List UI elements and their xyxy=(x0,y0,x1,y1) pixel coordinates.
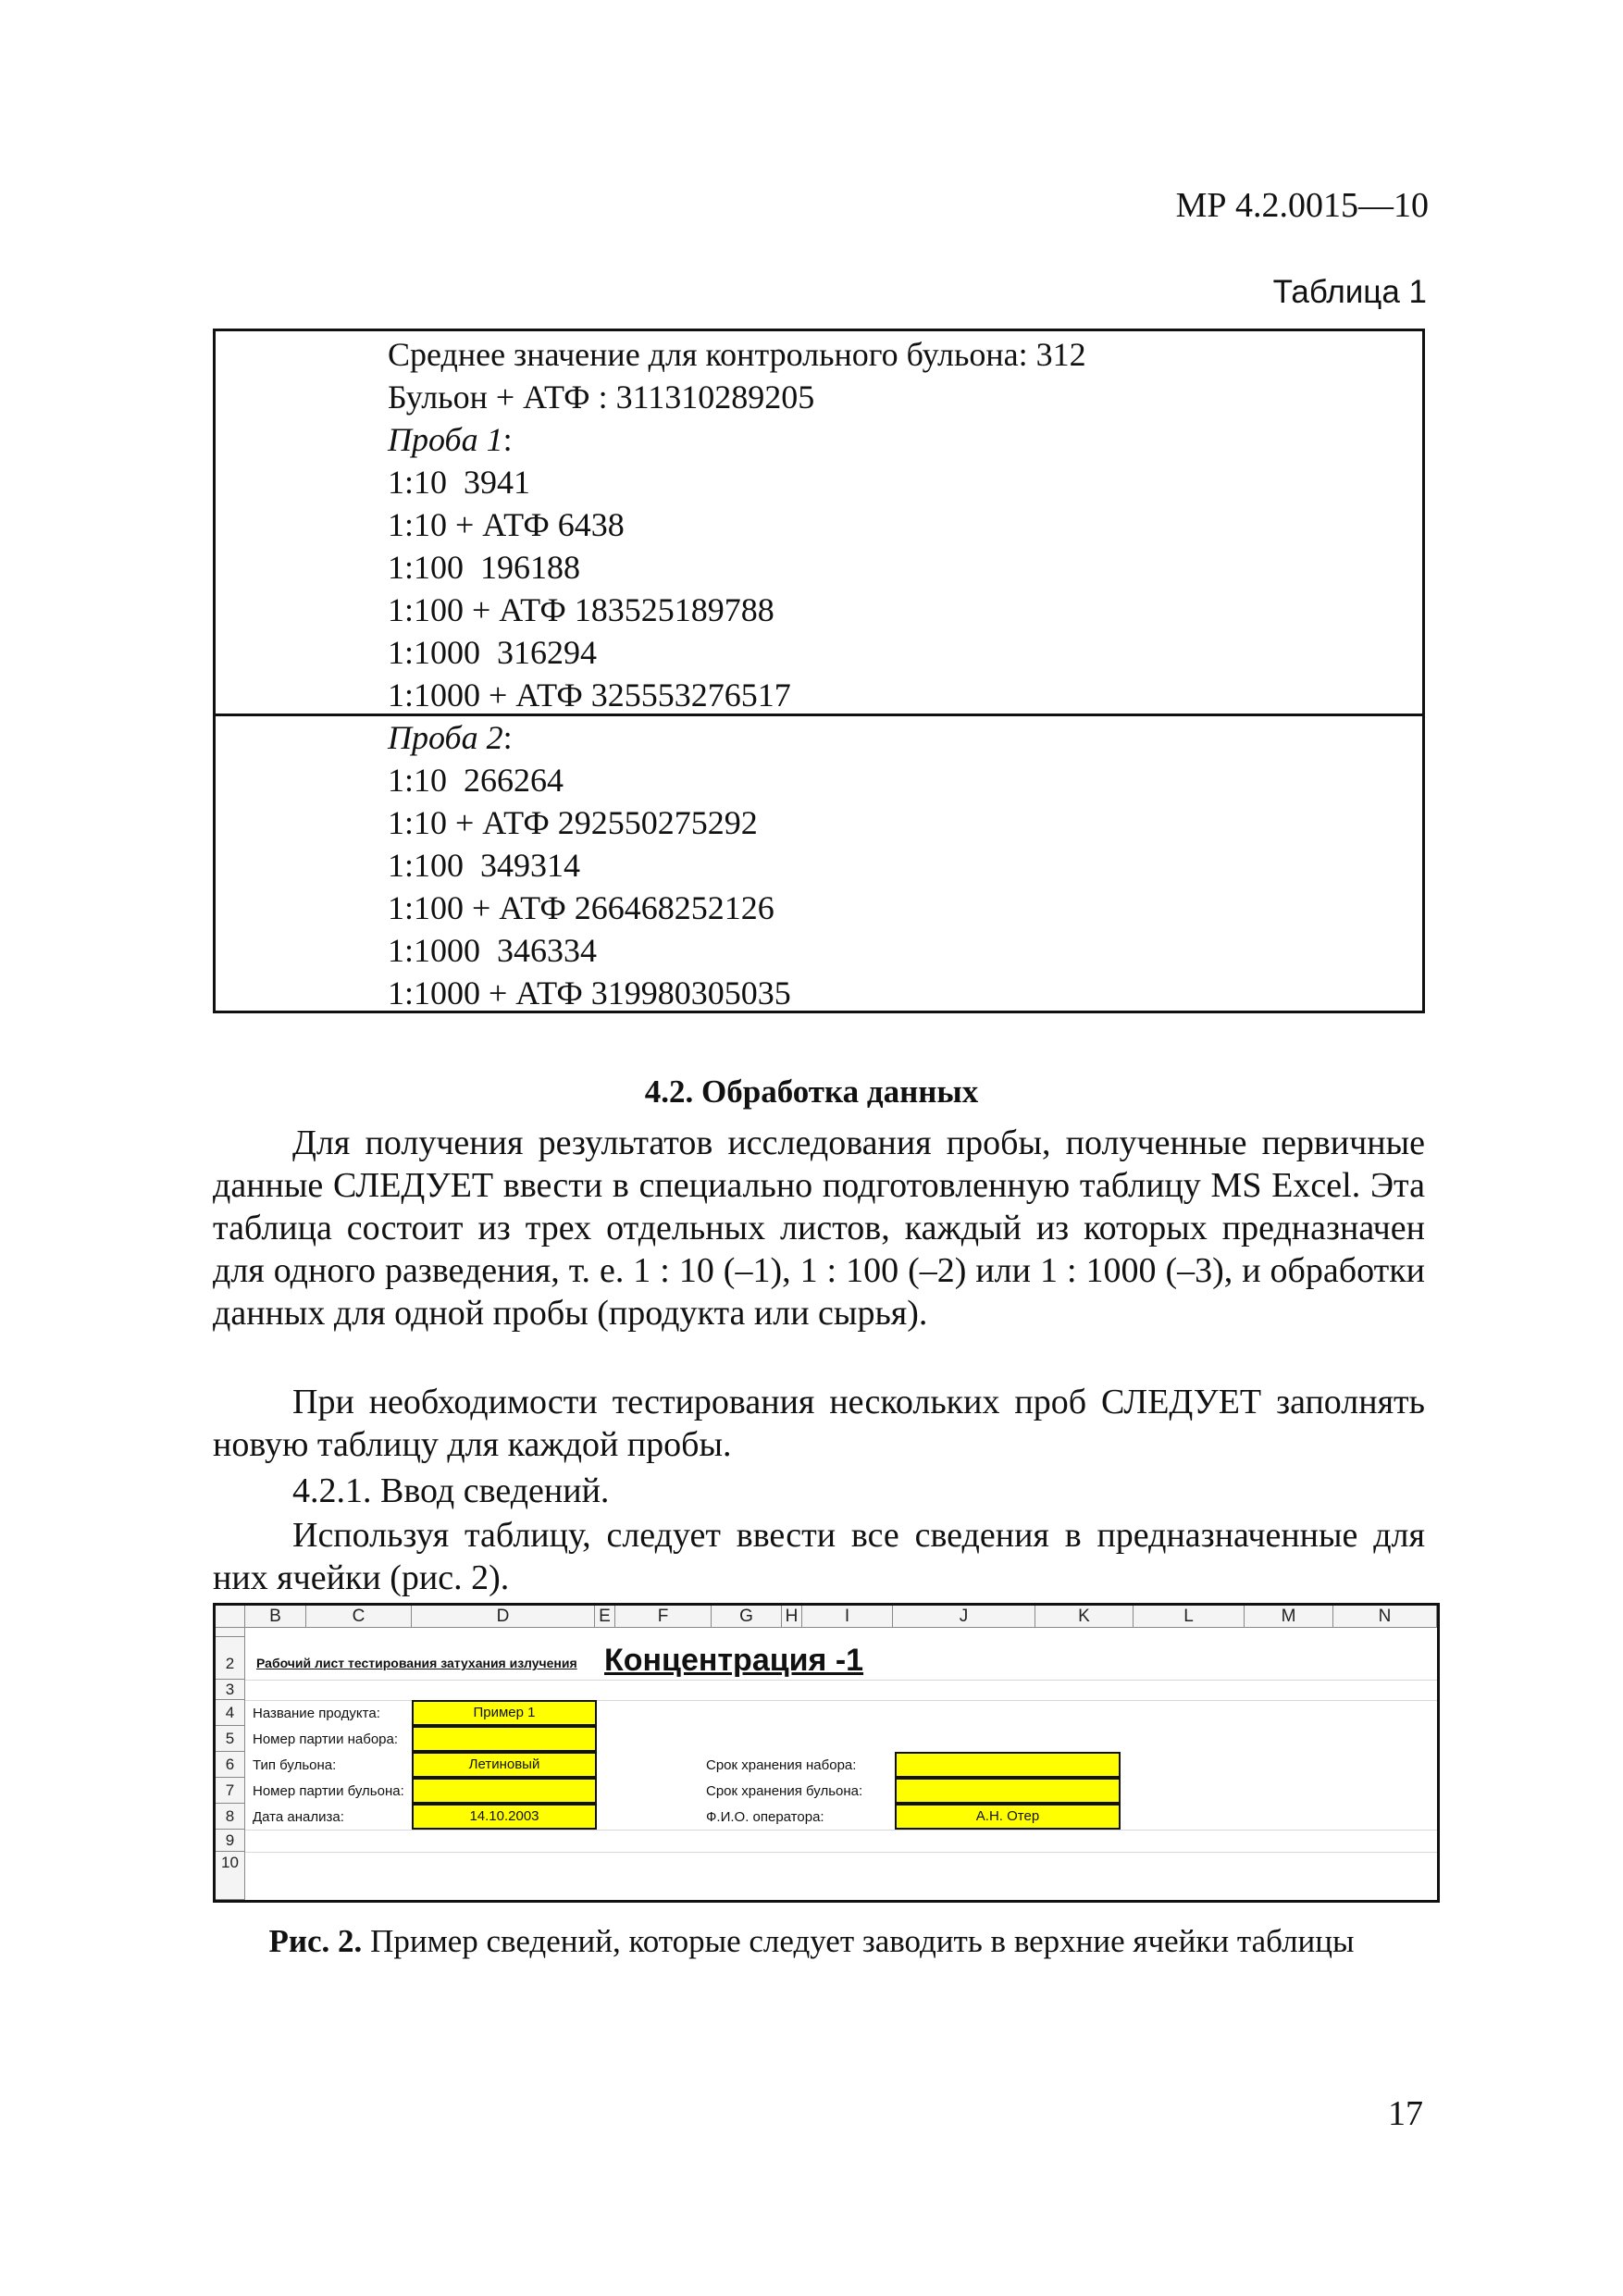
table-line: 1:100 + АТФ 183525189788 xyxy=(388,591,774,628)
paragraph: Для получения результатов исследования пробы, полученные первичные данные СЛЕДУЕТ ввести в специально подготовленную таблицу MS Excel. Эта таблица состоит из трех отдельных листов, каждый из которых предназначен для одного разведения, т. е. 1 : 10 (–1), 1 : 100 (–2) или 1 : 1000 (–3), и обработки данных для одной пробы (продукта или сырья). xyxy=(213,1123,1425,1333)
label-kit-shelf-life: Срок хранения набора: xyxy=(706,1757,857,1773)
column-header: J xyxy=(893,1606,1035,1628)
table-line: Среднее значение для контрольного бульона: 312 xyxy=(388,336,1086,373)
product-name-field[interactable]: Пример 1 xyxy=(412,1700,597,1726)
column-header: L xyxy=(1134,1606,1245,1628)
row-header: 9 xyxy=(216,1830,245,1852)
label-operator: Ф.И.О. оператора: xyxy=(706,1809,824,1825)
column-header: G xyxy=(712,1606,782,1628)
table-line: 1:100 349314 xyxy=(388,847,581,884)
row-header: 4 xyxy=(216,1700,245,1726)
label-broth-type: Тип бульона: xyxy=(253,1757,337,1773)
table-line: 1:100 196188 xyxy=(388,549,581,586)
row-header: 8 xyxy=(216,1804,245,1830)
grid-line xyxy=(245,1680,1437,1681)
table-caption: Таблица 1 xyxy=(1272,274,1427,310)
table-line: 1:1000 + АТФ 319980305035 xyxy=(388,974,791,1011)
page-number: 17 xyxy=(1388,2094,1423,2133)
table-line: 1:1000 316294 xyxy=(388,634,598,671)
row-header: 3 xyxy=(216,1680,245,1700)
table-line: Проба 1: xyxy=(388,421,513,458)
row-header: 5 xyxy=(216,1726,245,1752)
table-line: 1:1000 + АТФ 325553276517 xyxy=(388,676,791,714)
figure-caption-label: Рис. 2. xyxy=(268,1923,363,1959)
column-header: I xyxy=(802,1606,893,1628)
column-header: B xyxy=(245,1606,306,1628)
section-heading: 4.2. Обработка данных xyxy=(644,1074,979,1110)
table-line: 1:100 + АТФ 266468252126 xyxy=(388,889,774,926)
grid-line xyxy=(245,1830,1437,1831)
sheet-subtitle: Рабочий лист тестирования затухания излучения xyxy=(256,1656,577,1670)
label-broth-batch: Номер партии бульона: xyxy=(253,1783,404,1799)
row-header: 7 xyxy=(216,1778,245,1804)
table-1-row-2 xyxy=(216,716,1422,1011)
sample-2-label: Проба 2 xyxy=(388,719,503,756)
figure-caption-text: Пример сведений, которые следует заводить в верхние ячейки таблицы xyxy=(362,1923,1355,1959)
column-header: F xyxy=(615,1606,712,1628)
table-line: Проба 2: xyxy=(388,719,513,756)
document-code: МР 4.2.0015—10 xyxy=(1175,186,1429,225)
label-analysis-date: Дата анализа: xyxy=(253,1809,344,1825)
label-product-name: Название продукта: xyxy=(253,1706,380,1721)
row-header: 6 xyxy=(216,1752,245,1778)
table-line: 1:10 + АТФ 6438 xyxy=(388,506,625,543)
column-header: C xyxy=(306,1606,412,1628)
table-1-row-1 xyxy=(216,331,1422,716)
column-header: H xyxy=(782,1606,802,1628)
table-line: 1:10 3941 xyxy=(388,464,531,501)
column-header: M xyxy=(1245,1606,1333,1628)
paragraph: При необходимости тестирования нескольких проб СЛЕДУЕТ заполнять новую таблицу для каждой пробы. xyxy=(213,1383,1425,1464)
column-header: E xyxy=(595,1606,615,1628)
column-header: D xyxy=(412,1606,595,1628)
broth-batch-field[interactable] xyxy=(412,1778,597,1804)
table-line: 1:10 + АТФ 292550275292 xyxy=(388,804,758,841)
figure-caption xyxy=(0,1923,1623,1960)
kit-shelf-life-field[interactable] xyxy=(895,1752,1121,1778)
table-1 xyxy=(213,329,1425,1013)
subsection-heading: 4.2.1. Ввод сведений. xyxy=(292,1471,610,1510)
table-line: Бульон + АТФ : 311310289205 xyxy=(388,379,815,416)
row-header: 10 xyxy=(216,1852,245,1900)
table-line: 1:1000 346334 xyxy=(388,932,598,969)
sheet-title: Концентрация -1 xyxy=(604,1643,864,1678)
label-broth-shelf-life: Срок хранения бульона: xyxy=(706,1783,863,1799)
label-kit-batch: Номер партии набора: xyxy=(253,1731,399,1747)
table-line: 1:10 266264 xyxy=(388,762,564,799)
paragraph: Используя таблицу, следует ввести все сведения в предназначенные для них ячейки (рис. 2). xyxy=(213,1516,1425,1597)
spreadsheet-figure xyxy=(213,1603,1440,1903)
operator-field[interactable]: А.Н. Отер xyxy=(895,1804,1121,1830)
grid-line xyxy=(245,1852,1437,1853)
column-header: K xyxy=(1035,1606,1134,1628)
kit-batch-field[interactable] xyxy=(412,1726,597,1752)
broth-type-field[interactable]: Летиновый xyxy=(412,1752,597,1778)
row-header: 2 xyxy=(216,1637,245,1680)
corner-header xyxy=(216,1606,245,1628)
broth-shelf-life-field[interactable] xyxy=(895,1778,1121,1804)
row-header xyxy=(216,1628,245,1637)
analysis-date-field[interactable]: 14.10.2003 xyxy=(412,1804,597,1830)
sample-1-label: Проба 1 xyxy=(388,421,503,458)
column-header: N xyxy=(1333,1606,1437,1628)
